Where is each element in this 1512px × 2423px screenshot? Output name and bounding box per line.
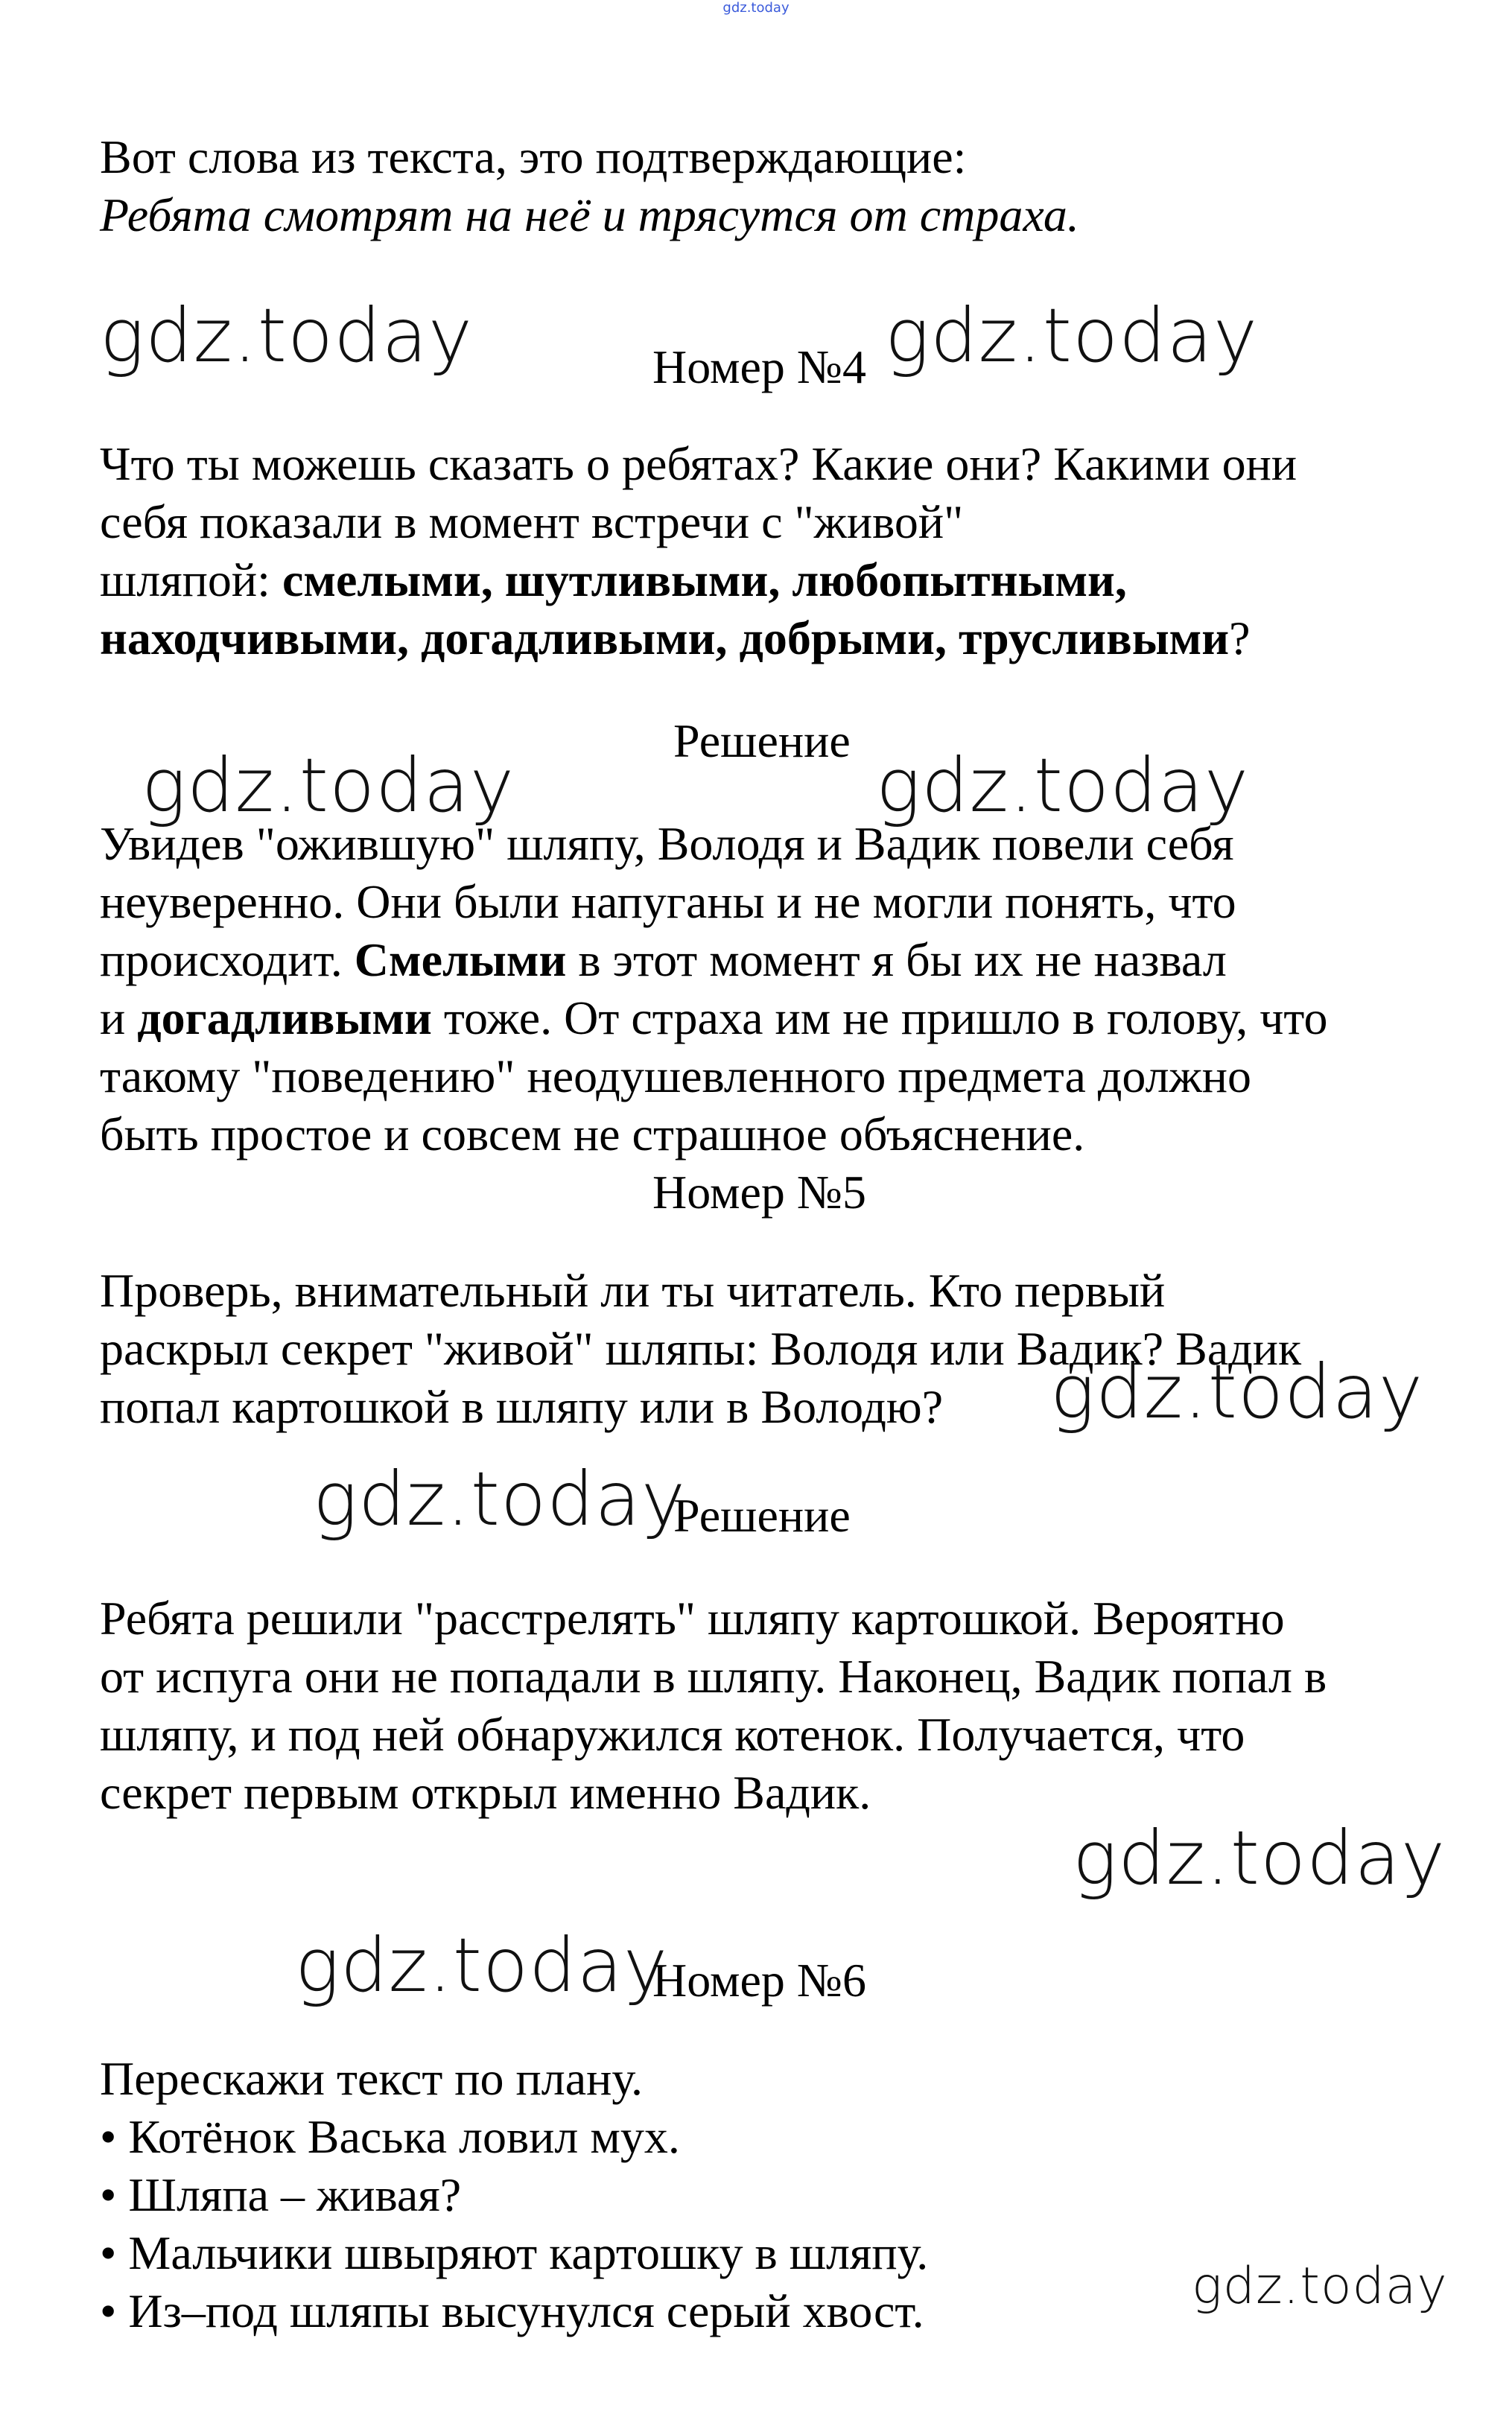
n5-question-line-2: раскрыл секрет "живой" шляпы: Володя или Вадик? Вадик [100,1322,1302,1375]
n5-answer-line-2: от испуга они не попадали в шляпу. Наконец, Вадик попал в [100,1650,1327,1703]
n4-answer-line-3-bold: Смелыми [354,933,567,986]
n4-question-line-1: Что ты можешь сказать о ребятах? Какие они? Какими они [100,437,1297,490]
section-title-5: Номер №5 [652,1166,866,1219]
n5-answer-line-3: шляпу, и под ней обнаружился котенок. Получается, что [100,1708,1245,1761]
plan-item: • Шляпа – живая? [100,2168,462,2221]
watermark: gdz.today [876,742,1250,829]
watermark: gdz.today [142,742,515,829]
n4-question-line-4-end: ? [1229,612,1251,664]
watermark: gdz.today [1073,1814,1446,1902]
n5-answer-line-1: Ребята решили "расстрелять" шляпу картошкой. Вероятно [100,1592,1285,1645]
n4-question-line-3-bold: смелыми, шутливыми, любопытными, [282,553,1127,606]
n4-answer-line-3-end: в этот момент я бы их не назвал [566,933,1227,986]
n4-question-line-3-plain: шляпой: [100,553,282,606]
watermark: gdz.today [295,1922,669,2009]
solution-title-5: Решение [673,1489,851,1542]
n4-answer-line-4-start: и [100,991,138,1044]
section-title-6: Номер №6 [652,1954,866,2007]
n4-answer-line-6: быть простое и совсем не страшное объяснение. [100,1108,1085,1160]
n4-question-line-4 [100,609,1251,667]
n4-answer-line-2: неуверенно. Они были напуганы и не могли понять, что [100,875,1236,928]
watermark: gdz.today [1192,2257,1448,2316]
n4-answer-line-3-plain: происходит. [100,933,355,986]
n5-question-line-1: Проверь, внимательный ли ты читатель. Кто первый [100,1264,1166,1317]
n4-answer-line-4-bold: догадливыми [137,991,432,1044]
plan-item: • Мальчики швыряют картошку в шляпу. [100,2226,929,2279]
watermark: gdz.today [1050,1348,1424,1435]
n4-answer-line-4-end: тоже. От страха им не пришло в голову, что [431,991,1328,1044]
plan-item: • Котёнок Васька ловил мух. [100,2110,680,2163]
n4-question-line-3 [100,551,1127,609]
solution-title-4: Решение [673,714,851,767]
plan-item: • Из–под шляпы высунулся серый хвост. [100,2284,924,2337]
watermark: gdz.today [313,1455,687,1543]
n4-question-line-4-bold: находчивыми, догадливыми, добрыми, трусливыми [100,612,1230,664]
n4-answer-line-4 [100,989,1328,1047]
top-watermark: gdz.today [722,0,790,16]
n6-question-line-1: Перескажи текст по плану. [100,2052,643,2105]
n4-answer-line-5: такому "поведению" неодушевленного предмета должно [100,1049,1251,1102]
n4-answer-line-3 [100,931,1227,989]
n5-question-line-3: попал картошкой в шляпу или в Володю? [100,1380,944,1433]
n4-question-line-2: себя показали в момент встречи с "живой" [100,495,964,548]
intro-line-1: Вот слова из текста, это подтверждающие: [100,130,967,183]
intro-line-2: Ребята смотрят на неё и трясутся от страха. [100,188,1079,241]
watermark: gdz.today [100,292,474,379]
watermark: gdz.today [885,292,1259,379]
n5-answer-line-4: секрет первым открыл именно Вадик. [100,1766,871,1819]
section-title-4: Номер №4 [652,340,866,393]
n4-answer-line-1: Увидев "ожившую" шляпу, Володя и Вадик повели себя [100,817,1234,870]
